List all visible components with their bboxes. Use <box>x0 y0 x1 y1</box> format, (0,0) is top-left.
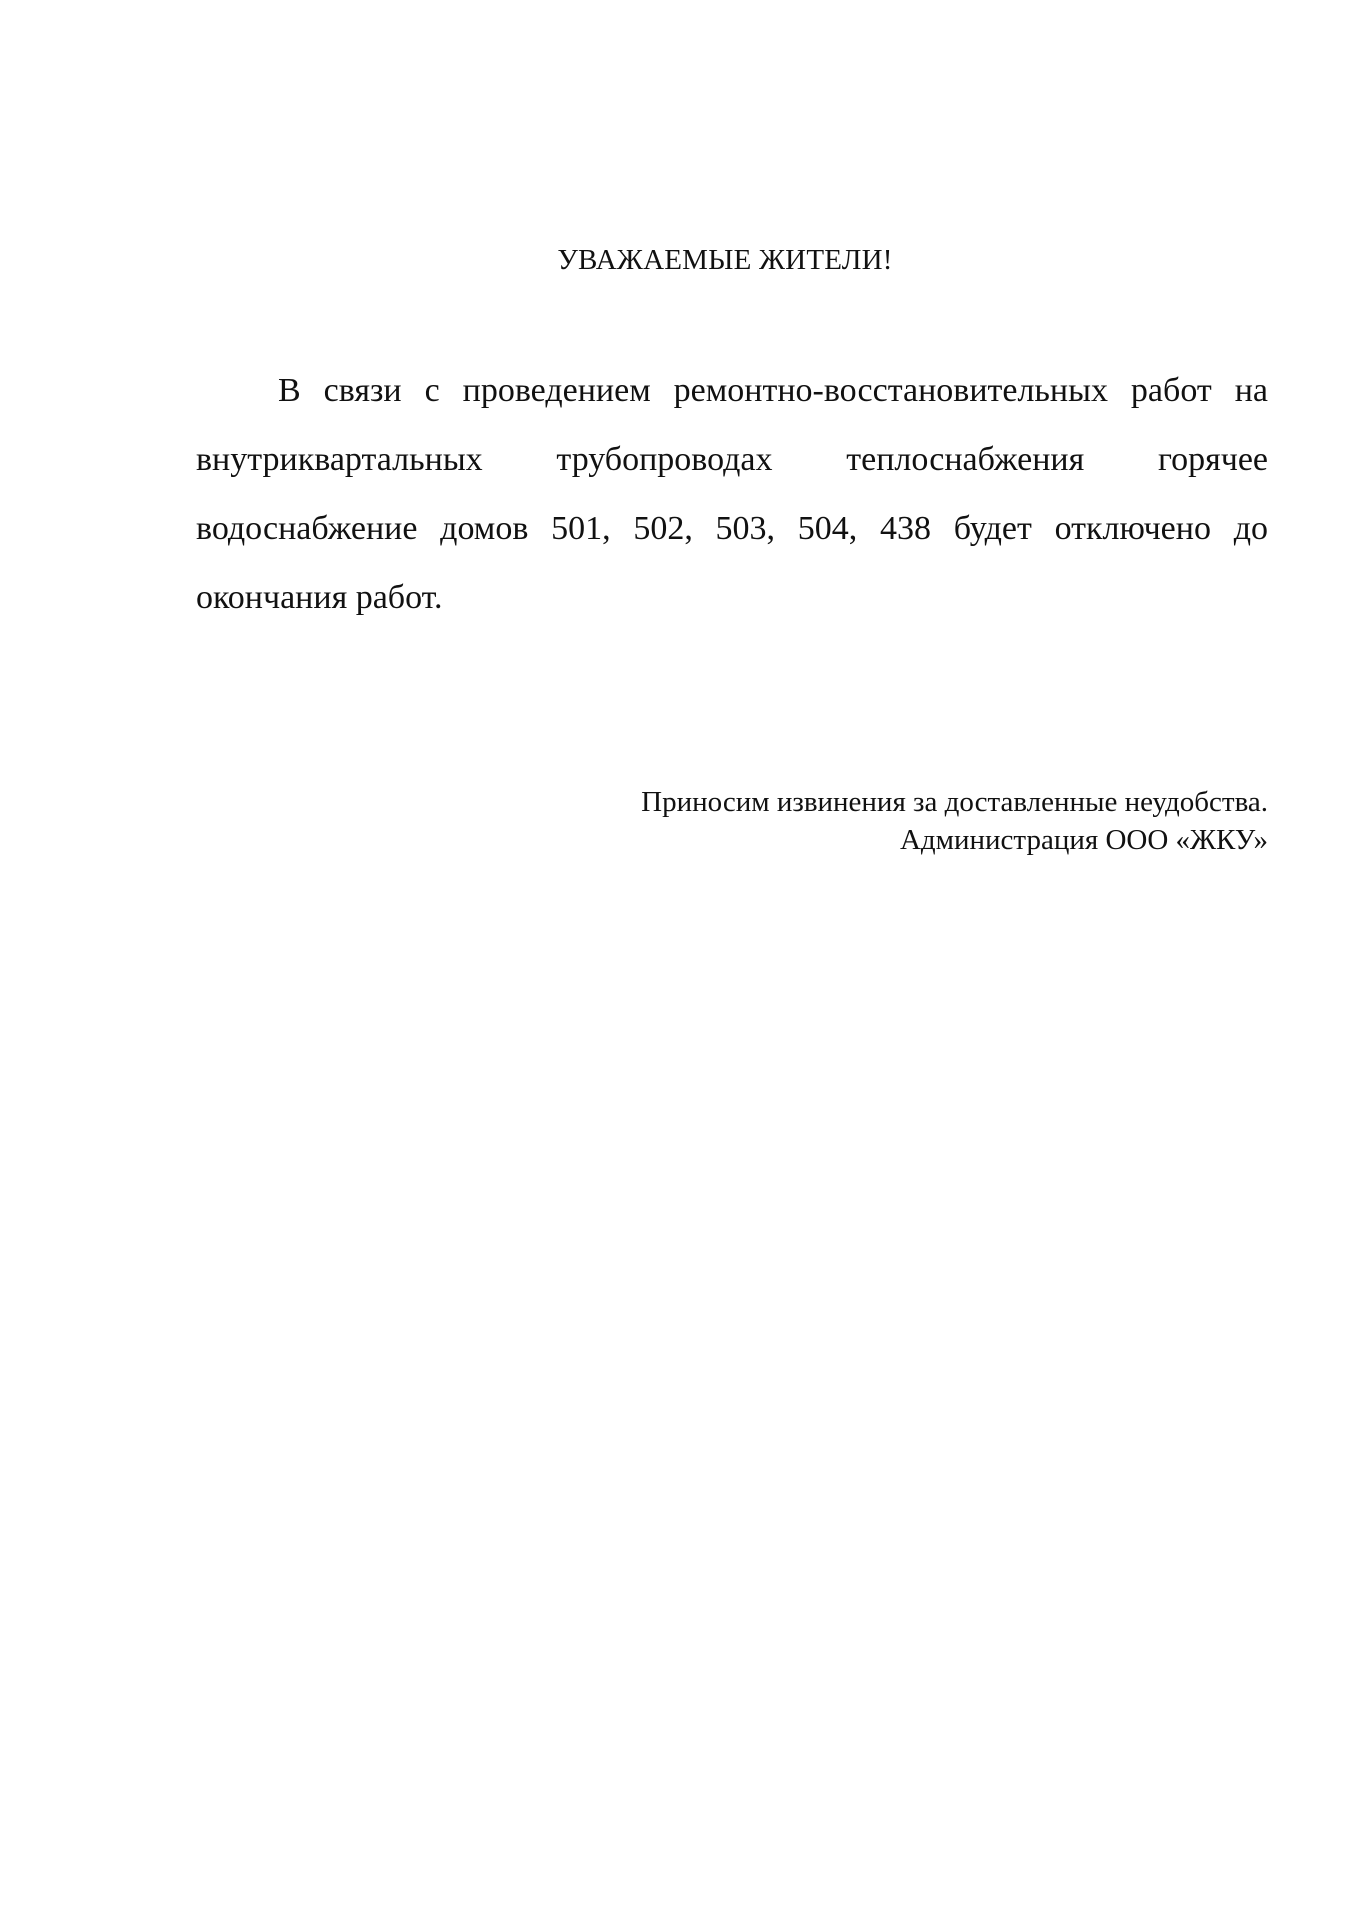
notice-body: В связи с проведением ремонтно-восстановительных работ на внутриквартальных трубопроводах теплоснабжения горячее водоснабжение домов 501, 502, 503, 504, 438 будет отключено до окончания работ. <box>196 372 1268 616</box>
notice-title: УВАЖАЕМЫЕ ЖИТЕЛИ! <box>557 244 893 276</box>
signature-line: Администрация ООО «ЖКУ» <box>899 824 1268 856</box>
signature-block <box>641 783 1268 859</box>
apology-line: Приносим извинения за доставленные неудобства. <box>641 786 1268 818</box>
